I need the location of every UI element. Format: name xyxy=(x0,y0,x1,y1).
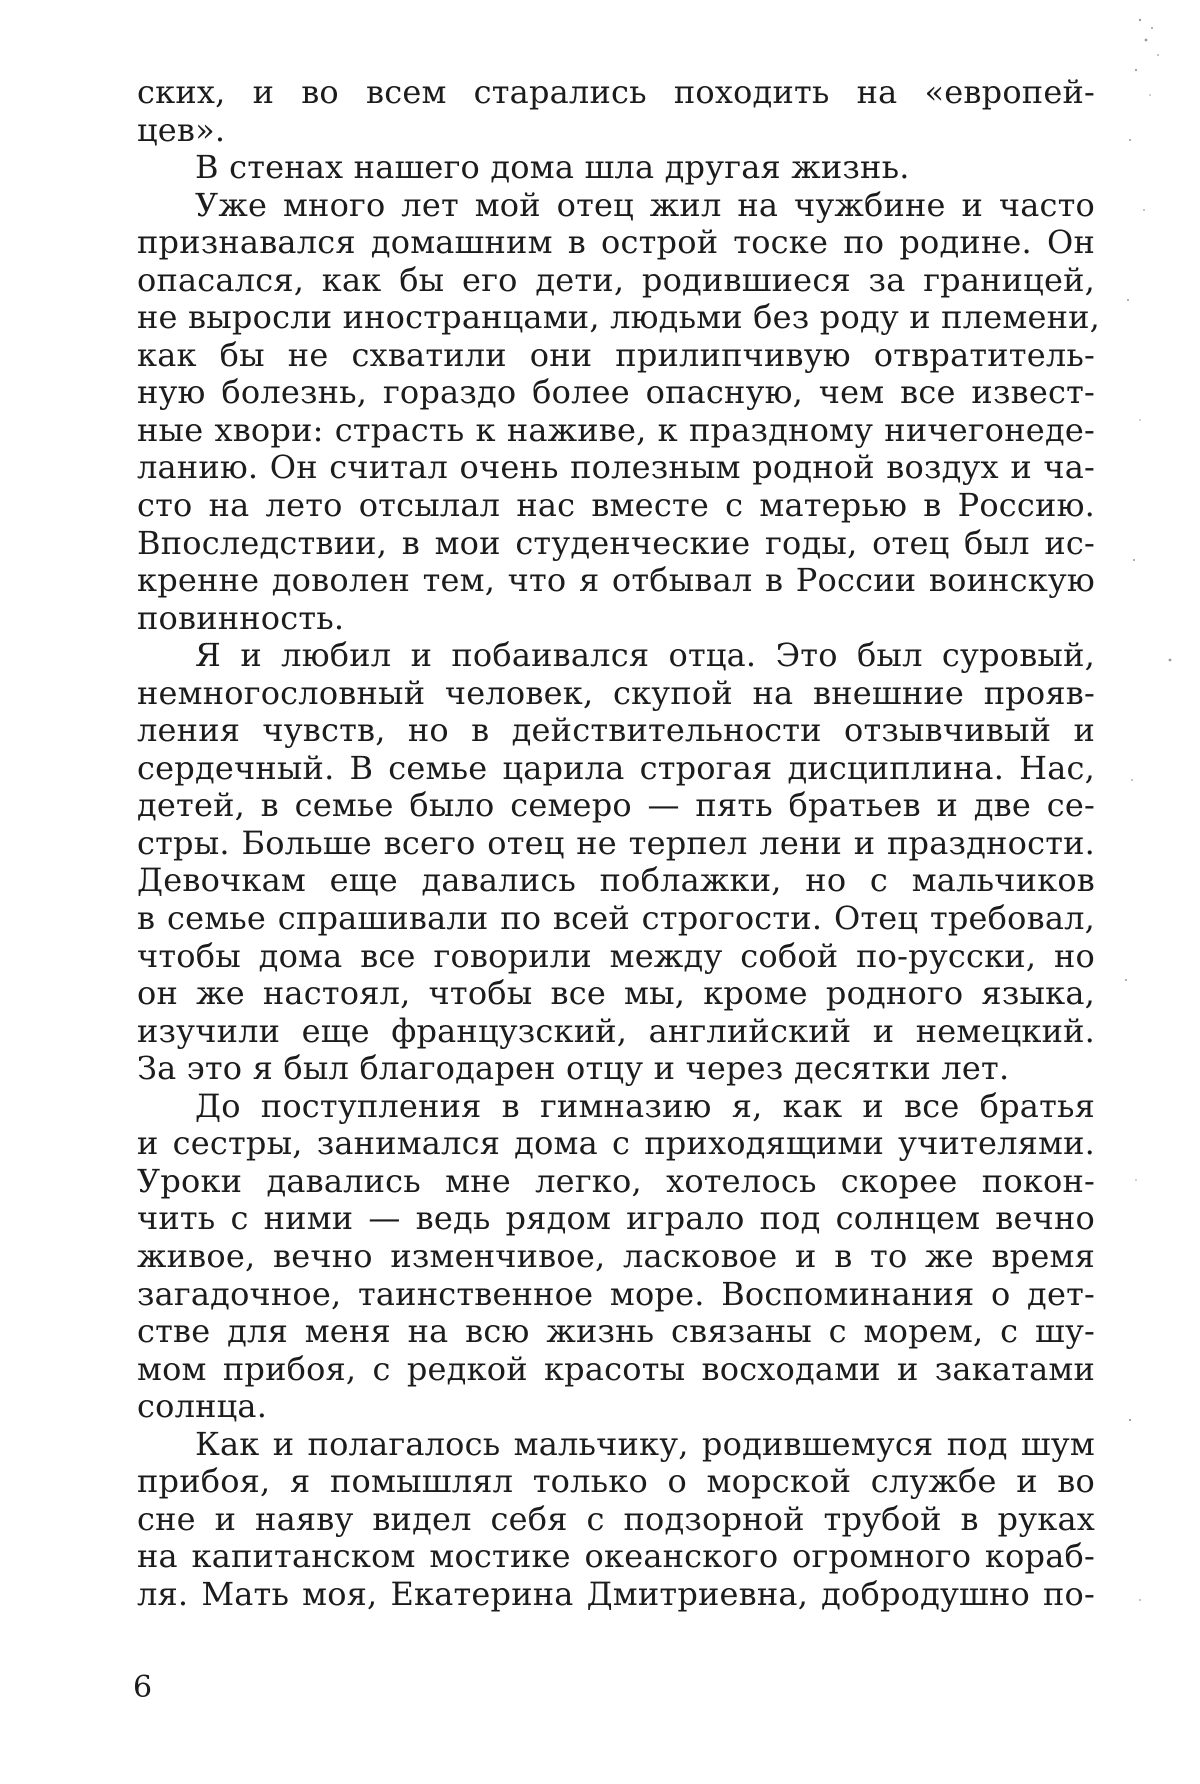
text-line: ную болезнь, гораздо более опасную, чем все извест- xyxy=(137,374,1095,412)
text-line: Как и полагалось мальчику, родившемуся под шум xyxy=(137,1426,1095,1464)
text-line: Уроки давались мне легко, хотелось скорее покон- xyxy=(137,1163,1095,1201)
text-line: как бы не схватили они прилипчивую отвратитель- xyxy=(137,337,1095,375)
text-line: ских, и во всем старались походить на «европей- xyxy=(137,74,1095,112)
text-line: он же настоял, чтобы все мы, кроме родного языка, xyxy=(137,975,1095,1013)
text-line: цев». xyxy=(137,112,1095,150)
text-line: загадочное, таинственное море. Воспоминания о дет- xyxy=(137,1276,1095,1314)
text-line: сто на лето отсылал нас вместе с матерью в Россию. xyxy=(137,487,1095,525)
page-number: 6 xyxy=(133,1670,152,1706)
text-line: мом прибоя, с редкой красоты восходами и закатами xyxy=(137,1351,1095,1389)
text-line: и сестры, занимался дома с приходящими учителями. xyxy=(137,1125,1095,1163)
text-line: на капитанском мостике океанского огромного кораб- xyxy=(137,1538,1095,1576)
text-line: Впоследствии, в мои студенческие годы, отец был ис- xyxy=(137,525,1095,563)
text-line: Уже много лет мой отец жил на чужбине и часто xyxy=(137,187,1095,225)
text-line: ления чувств, но в действительности отзывчивый и xyxy=(137,712,1095,750)
text-line: живое, вечно изменчивое, ласковое и в то же время xyxy=(137,1238,1095,1276)
text-line: ля. Мать моя, Екатерина Дмитриевна, добродушно по- xyxy=(137,1576,1095,1614)
text-line: признавался домашним в острой тоске по родине. Он xyxy=(137,224,1095,262)
text-line: стве для меня на всю жизнь связаны с морем, с шу- xyxy=(137,1313,1095,1351)
text-line: ные хвори: страсть к наживе, к праздному ничегоне­де- xyxy=(137,412,1095,450)
text-line: немногословный человек, скупой на внешние прояв- xyxy=(137,675,1095,713)
text-line: За это я был благодарен отцу и через десятки лет. xyxy=(137,1050,1095,1088)
text-line: стры. Больше всего отец не терпел лени и праздности. xyxy=(137,825,1095,863)
text-line: кренне доволен тем, что я отбывал в России воинскую xyxy=(137,562,1095,600)
text-line: детей, в семье было семеро — пять братьев и две се- xyxy=(137,787,1095,825)
book-page xyxy=(0,0,1200,1784)
text-line: До поступления в гимназию я, как и все братья xyxy=(137,1088,1095,1126)
text-line: Я и любил и побаивался отца. Это был суровый, xyxy=(137,637,1095,675)
text-line: в семье спрашивали по всей строгости. Отец требовал, xyxy=(137,900,1095,938)
text-line: опасался, как бы его дети, родившиеся за границей, xyxy=(137,262,1095,300)
text-line: сне и наяву видел себя с подзорной трубой в руках xyxy=(137,1501,1095,1539)
text-line: изучили еще французский, английский и немецкий. xyxy=(137,1013,1095,1051)
text-line: чить с ними — ведь рядом играло под солнцем вечно xyxy=(137,1200,1095,1238)
text-line: В стенах нашего дома шла другая жизнь. xyxy=(137,149,1095,187)
text-line: чтобы дома все говорили между собой по-русски, но xyxy=(137,938,1095,976)
text-line: прибоя, я помышлял только о морской службе и во xyxy=(137,1463,1095,1501)
text-line: сердечный. В семье царила строгая дисциплина. Нас, xyxy=(137,750,1095,788)
scan-edge-noise xyxy=(1100,0,1200,1784)
text-line: не выросли иностранцами, людьми без роду и племени, xyxy=(137,299,1095,337)
text-line: Девочкам еще давались поблажки, но с мальчиков xyxy=(137,862,1095,900)
body-text xyxy=(137,74,1095,1613)
text-line: солнца. xyxy=(137,1388,1095,1426)
text-line: ланию. Он считал очень полезным родной воздух и ча- xyxy=(137,449,1095,487)
text-line: повинность. xyxy=(137,600,1095,638)
